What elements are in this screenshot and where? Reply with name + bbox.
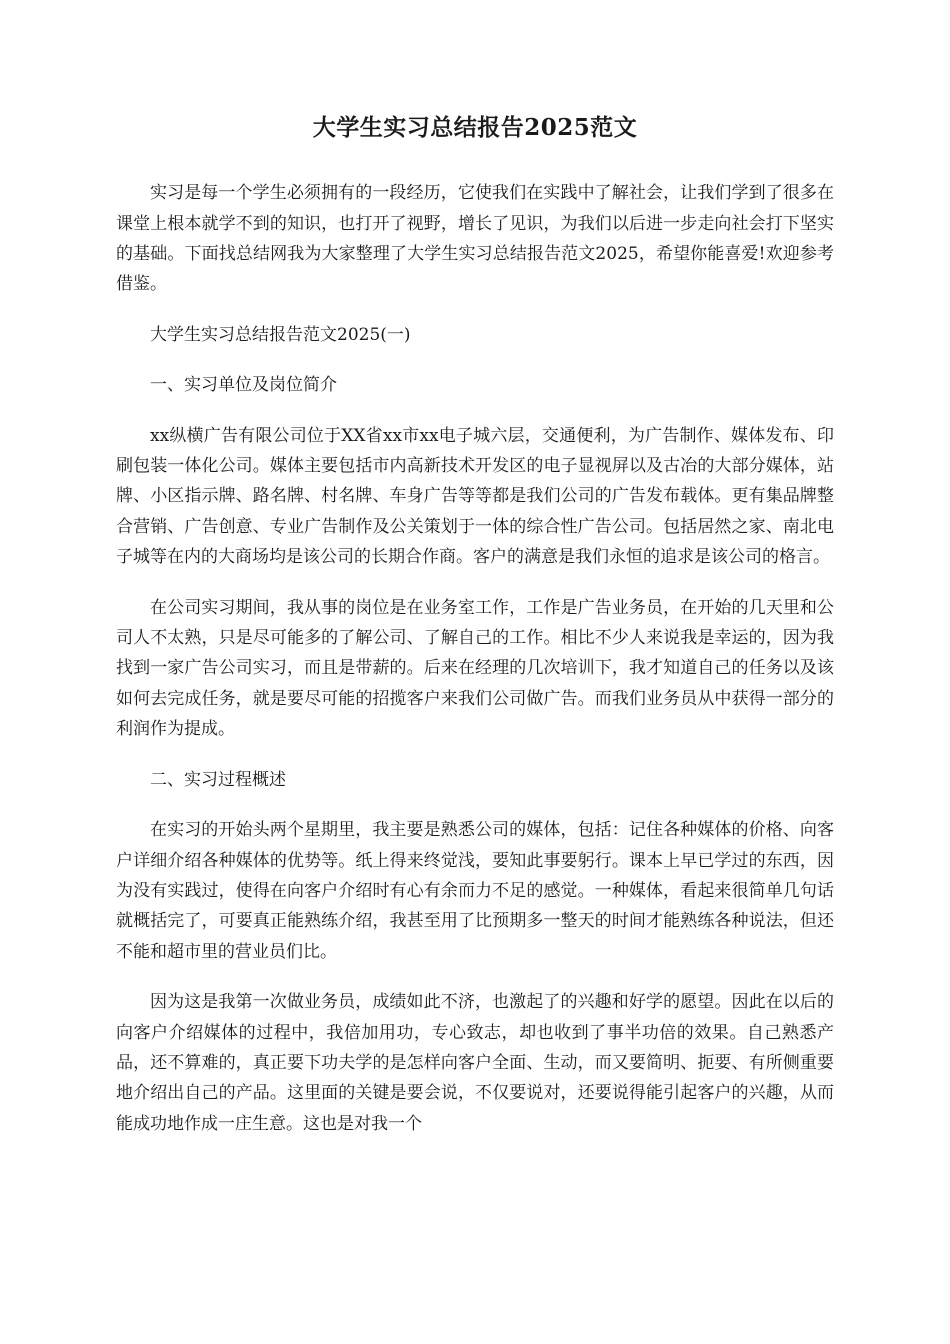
section-heading-part-one: 大学生实习总结报告范文2025(一) bbox=[150, 324, 411, 345]
document-page bbox=[116, 112, 834, 1159]
intro-paragraph: 实习是每一个学生必须拥有的一段经历，它使我们在实践中了解社会，让我们学到了很多在课堂上根本就学不到的知识，也打开了视野，增长了见识，为我们以后进一步走向社会打下坚实的基础。下面找总结网我为大家整理了大学生实习总结报告范文2025，希望你能喜爱!欢迎参考借鉴。 bbox=[116, 183, 834, 295]
section-heading-process: 二、实习过程概述 bbox=[150, 769, 286, 790]
paragraph-improvement: 因为这是我第一次做业务员，成绩如此不济，也激起了的兴趣和好学的愿望。因此在以后的向客户介绍媒体的过程中，我倍加用功，专心致志，却也收到了事半功倍的效果。自己熟悉产品，还不算难的，真正要下功夫学的是怎样向客户全面、生动，而又要简明、扼要、有所侧重要地介绍出自己的产品。这里面的关键是要会说，不仅要说对，还要说得能引起客户的兴趣，从而能成功地作成一庄生意。这也是对我一个 bbox=[116, 992, 834, 1134]
paragraph-first-weeks: 在实习的开始头两个星期里，我主要是熟悉公司的媒体，包括：记住各种媒体的价格、向客户详细介绍各种媒体的优势等。纸上得来终觉浅，要知此事要躬行。课本上早已学过的东西，因为没有实践过，使得在向客户介绍时有心有余而力不足的感觉。一种媒体，看起来很简单几句话就概括完了，可要真正能熟练介绍，我甚至用了比预期多一整天的时间才能熟练各种说法，但还不能和超市里的营业员们比。 bbox=[116, 820, 834, 962]
paragraph-company: xx纵横广告有限公司位于XX省xx市xx电子城六层，交通便利，为广告制作、媒体发布、印刷包装一体化公司。媒体主要包括市内高新技术开发区的电子显视屏以及古冶的大部分媒体，站牌、小区指示牌、路名牌、村名牌、车身广告等等都是我们公司的广告发布载体。更有集品牌整合营销、广告创意、专业广告制作及公关策划于一体的综合性广告公司。包括居然之家、南北电子城等在内的大商场均是该公司的长期合作商。客户的满意是我们永恒的追求是该公司的格言。 bbox=[116, 425, 834, 568]
document-title: 大学生实习总结报告2025范文 bbox=[312, 114, 638, 141]
section-heading-company-intro: 一、实习单位及岗位简介 bbox=[150, 375, 337, 396]
paragraph-position: 在公司实习期间，我从事的岗位是在业务室工作，工作是广告业务员，在开始的几天里和公司人不太熟，只是尽可能多的了解公司、了解自己的工作。相比不少人来说我是幸运的，因为我找到一家广告公司实习，而且是带薪的。后来在经理的几次培训下，我才知道自己的任务以及该如何去完成任务，就是要尽可能的招揽客户来我们公司做广告。而我们业务员从中获得一部分的利润作为提成。 bbox=[116, 597, 834, 740]
